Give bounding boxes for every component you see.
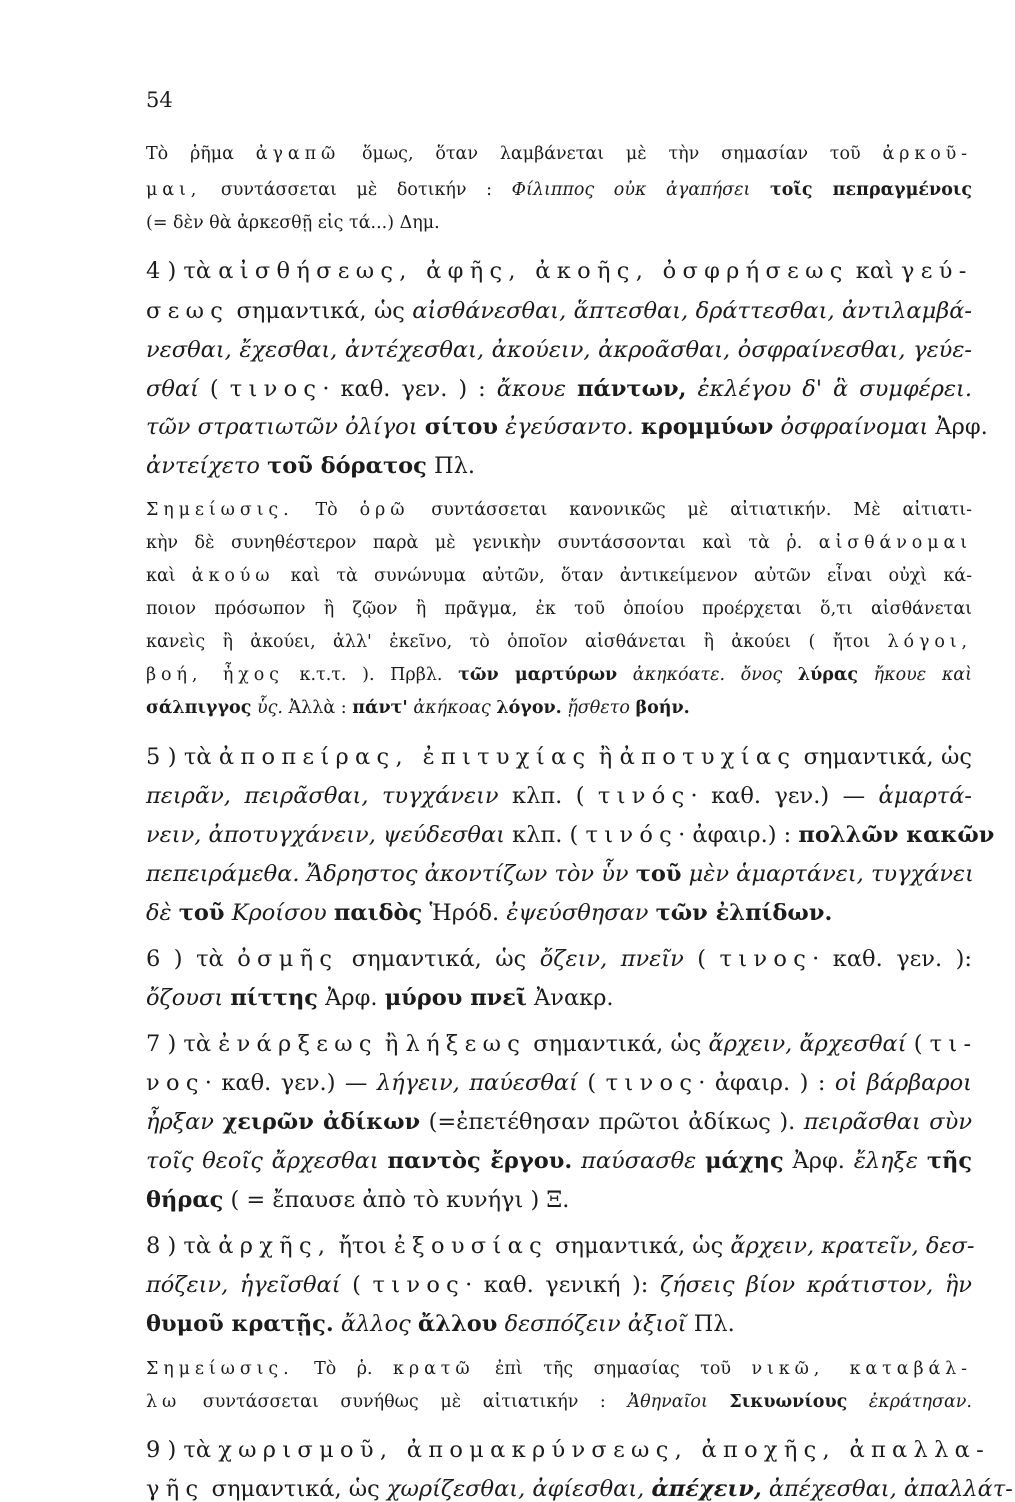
text-segment [572, 1148, 581, 1174]
text-segment [773, 414, 780, 440]
text-segment [411, 1311, 418, 1337]
text-segment: ἐκλέγου δ' ἃ συμφέρει. [697, 376, 972, 402]
text-segment: ἔληξε [853, 1148, 918, 1174]
text-segment: μὲν ἁμαρτάνει, τυγχάνει [688, 861, 974, 887]
text-segment: κλπ. ( [504, 822, 586, 848]
text-segment: τοῦ [178, 900, 225, 926]
text-segment: ποιον πρόσωπον ἢ ζῷον ἢ πρᾶγμα, ἐκ τοῦ ὁποίου προέρχεται ὅ,τι αἰσθάνεται [146, 599, 972, 619]
text-segment: μάχης [705, 1148, 784, 1174]
text-line [146, 1070, 972, 1096]
page-number: 54 [146, 88, 173, 112]
text-line [146, 180, 972, 200]
text-line [146, 566, 972, 586]
text-segment: γεύ- [901, 258, 973, 284]
text-segment: 4 ) τὰ [146, 258, 219, 284]
text-segment [708, 1392, 730, 1412]
text-line [146, 985, 972, 1011]
text-segment: ἀποπείρας, ἐπιτυχίας [218, 744, 592, 770]
text-line [146, 1109, 972, 1135]
text-segment: Ἀρφ. [783, 1148, 854, 1174]
text-segment: ἄρχειν, κρατεῖν, δεσ- [730, 1233, 975, 1259]
text-segment: ( [340, 1272, 373, 1298]
text-segment: θήρας [146, 1187, 224, 1213]
text-segment: νος [146, 1070, 205, 1096]
text-segment: πίττης [230, 985, 319, 1011]
text-segment: · καθ. γεν.) — [204, 1070, 377, 1096]
text-segment [682, 861, 689, 887]
text-segment [696, 1148, 705, 1174]
text-segment: ἤτοι [331, 1233, 394, 1259]
text-segment: ἐπὶ τῆς σημασίας τοῦ [474, 1359, 752, 1379]
text-segment [327, 900, 334, 926]
text-segment: πάντ' [352, 698, 408, 718]
text-segment: Ἀρφ. [318, 985, 385, 1011]
text-segment: ( [198, 376, 230, 402]
text-segment: σημαντικά, ὡς [526, 1031, 709, 1057]
text-line [146, 337, 972, 363]
text-segment: ᾔσθετο [567, 698, 630, 718]
text-segment: τινός [597, 783, 691, 809]
text-segment: ζήσεις βίον κράτιστον, ἣν [659, 1272, 972, 1298]
text-segment: ὄνος [740, 665, 783, 685]
text-segment: ἄλλος [340, 1311, 411, 1337]
text-segment: τινος [229, 376, 323, 402]
text-segment: ὄζουσι [146, 985, 224, 1011]
text-segment: σημαντικά, ὡς [229, 298, 413, 324]
text-segment [725, 665, 741, 685]
text-segment: Τὸ ῥῆμα [146, 144, 256, 164]
text-segment: ἐκράτησαν. [868, 1392, 972, 1412]
text-segment: τοῖς πεπραγμένοις [769, 180, 972, 200]
text-segment: τῶν στρατιωτῶν ὀλίγοι [146, 414, 418, 440]
text-line [146, 376, 972, 402]
text-segment: ἄκουε [496, 376, 567, 402]
text-segment: σίτου [424, 414, 498, 440]
text-line [146, 1233, 975, 1259]
text-segment: ἄλλου [417, 1311, 498, 1337]
text-segment: τοῦ [635, 861, 682, 887]
text-segment [225, 900, 232, 926]
text-segment: τῆς [926, 1148, 973, 1174]
text-segment: Ἡρόδ. [422, 900, 507, 926]
text-segment [634, 414, 641, 440]
text-line [146, 744, 972, 770]
text-segment: λόγον. [496, 698, 562, 718]
text-segment: ἀκούω [191, 566, 275, 586]
text-segment: ὄζειν, πνεῖν [539, 946, 684, 972]
text-segment: καὶ [146, 566, 192, 586]
text-segment: (= δὲν θὰ ἀρκεσθῇ εἰς τά...) Δημ. [146, 213, 440, 233]
text-segment: κανεὶς ἢ ἀκούει, ἀλλ' ἐκεῖνο, τὸ ὁποῖον αἰσθάνεται ἢ ἀκούει ( ἤτοι [146, 632, 888, 652]
text-segment: Ἀθηναῖοι [627, 1392, 708, 1412]
text-segment: γῆς [146, 1476, 205, 1502]
text-segment: ἀκηκόατε. [632, 665, 726, 685]
text-segment: Σημείωσις. [146, 500, 294, 520]
text-line [146, 632, 972, 652]
text-segment: λήγειν, παύεσθαί [376, 1070, 578, 1096]
text-segment: · καθ. γεν. ): [812, 946, 972, 972]
text-segment: τῶν μαρτύρων [458, 665, 618, 685]
text-segment: 9 ) τὰ [146, 1437, 219, 1463]
text-segment: κρομμύων [640, 414, 774, 440]
text-segment: ἢ [377, 1031, 406, 1057]
text-line [146, 533, 972, 553]
text-segment: ἀγαπῶ [255, 144, 341, 164]
text-line [146, 500, 972, 520]
text-segment: κλπ. ( [498, 783, 598, 809]
text-segment: 8 ) τὰ [146, 1233, 219, 1259]
text-segment: Ἀλλὰ : [282, 698, 353, 718]
text-segment [847, 1392, 869, 1412]
text-segment: λόγοι, [887, 632, 972, 652]
text-line [146, 144, 972, 164]
text-segment: 7 ) τὰ [146, 1031, 219, 1057]
text-segment: ἐνάρξεως [218, 1031, 378, 1057]
text-segment: πειρᾶσθαι σὺν [803, 1109, 972, 1135]
text-line [146, 698, 972, 718]
text-segment [566, 376, 577, 402]
text-segment: ( [906, 1031, 930, 1057]
text-line [146, 946, 972, 972]
text-segment: ἤκουε καὶ [873, 665, 972, 685]
text-segment: (=ἐπετέθησαν πρῶτοι ἀδίκως ). [420, 1109, 804, 1135]
text-segment: ἀντείχετο [146, 453, 260, 479]
text-segment: σθαί [146, 376, 199, 402]
text-segment: ὀσμῆς [237, 946, 339, 972]
text-segment: πεπειράμεθα. Ἄδρηστος ἀκοντίζων τὸν ὗν [146, 861, 629, 887]
text-line [146, 414, 988, 440]
text-line [146, 900, 972, 926]
text-segment: ὅμως, ὅταν λαμβάνεται μὲ τὴν σημασίαν τοῦ [340, 144, 883, 164]
text-segment: χωρισμοῦ, ἀπομακρύνσεως, ἀποχῆς, ἀπαλλα- [218, 1437, 991, 1463]
text-segment: · καθ. γενική ): [465, 1272, 660, 1298]
text-segment: ἀρκοῦ- [882, 144, 972, 164]
text-segment: χειρῶν ἀδίκων [222, 1109, 421, 1135]
text-segment: ἀποτυχίας [619, 744, 797, 770]
text-segment: · καθ. γεν. ) : [322, 376, 497, 402]
text-segment: ἀκήκοας [413, 698, 491, 718]
text-segment: Ἀνακρ. [526, 985, 614, 1011]
text-segment: πόζειν, ἡγεῖσθαί [146, 1272, 341, 1298]
text-segment: 5 ) τὰ [146, 744, 219, 770]
text-segment: σημαντικά, ὡς [547, 1233, 731, 1259]
text-segment [750, 180, 770, 200]
text-line [146, 665, 972, 685]
text-segment [686, 376, 697, 402]
text-segment: δεσπόζειν ἀξιοῖ [504, 1311, 687, 1337]
text-segment [172, 900, 179, 926]
text-segment: Ἀρφ. [928, 414, 988, 440]
text-segment: τινός [585, 822, 679, 848]
text-line [146, 1437, 991, 1463]
text-segment: βοή, ἦχος [146, 665, 284, 685]
text-segment: δὲ [146, 900, 172, 926]
text-segment: λω [146, 1392, 182, 1412]
text-line [146, 213, 972, 233]
text-segment: συντάσσεται συνήθως μὲ αἰτιατικήν : [181, 1392, 628, 1412]
text-segment: σάλπιγγος [146, 698, 252, 718]
text-line [146, 453, 972, 479]
text-segment: παιδὸς [333, 900, 423, 926]
text-segment [418, 414, 425, 440]
text-segment [918, 1148, 927, 1174]
text-segment: νειν, ἀποτυγχάνειν, ψεύδεσθαι [146, 822, 505, 848]
text-segment: ἦρξαν [146, 1109, 214, 1135]
text-line [146, 1148, 972, 1174]
text-segment: θυμοῦ κρατῇς. [146, 1311, 334, 1337]
text-segment: συντάσσεται μὲ δοτικήν : [201, 180, 512, 200]
text-segment: οἱ βάρβαροι [834, 1070, 972, 1096]
text-segment: · καθ. γεν.) — [690, 783, 879, 809]
text-segment: ἢ [591, 744, 620, 770]
text-segment: καὶ [848, 258, 902, 284]
text-segment: τινος [605, 1070, 699, 1096]
text-segment: ὁρῶ [359, 500, 410, 520]
text-line [146, 1031, 978, 1057]
text-segment: τῶν ἐλπίδων. [655, 900, 833, 926]
text-segment: πάντων, [577, 376, 687, 402]
text-segment [782, 665, 798, 685]
text-segment: τινος [719, 946, 813, 972]
text-segment: μύρου πνεῖ [384, 985, 527, 1011]
text-segment: παντὸς ἔργου. [387, 1148, 573, 1174]
text-segment: πειρᾶν, πειρᾶσθαι, τυγχάνειν [146, 783, 499, 809]
text-segment: Κροίσου [231, 900, 327, 926]
text-line [146, 1476, 1013, 1502]
text-segment [379, 1148, 388, 1174]
text-segment: κρατῶ [393, 1359, 475, 1379]
text-segment: καὶ τὰ συνώνυμα αὐτῶν, ὅταν ἀντικείμενον αὐτῶν εἶναι οὐχὶ κά- [274, 566, 972, 586]
text-segment [762, 1476, 769, 1502]
text-segment: νεσθαι, ἔχεσθαι, ἀντέχεσθαι, ἀκούειν, ἀκροᾶσθαι, ὀσφραίνεσθαι, γεύε- [146, 337, 972, 363]
text-segment: σημαντικά, ὡς [796, 744, 972, 770]
text-segment: τοῦ δόρατος [267, 453, 427, 479]
text-segment [617, 665, 633, 685]
text-segment: πολλῶν κακῶν [798, 822, 995, 848]
text-segment: ἐξουσίας [393, 1233, 548, 1259]
text-segment: τι- [929, 1031, 978, 1057]
text-segment [648, 900, 655, 926]
text-line [146, 1272, 972, 1298]
text-segment: χωρίζεσθαι, ἀφίεσθαι, [386, 1476, 645, 1502]
text-segment [629, 861, 636, 887]
text-line [146, 599, 972, 619]
text-segment [858, 665, 874, 685]
text-segment: ἐγεύσαντο. [505, 414, 634, 440]
text-line [146, 861, 972, 887]
text-segment: ἀπέχεσθαι, ἀπαλλάτ- [768, 1476, 1013, 1502]
text-segment [260, 453, 267, 479]
text-segment [334, 1311, 341, 1337]
text-segment: παύσασθε [581, 1148, 697, 1174]
text-segment: ( [577, 1070, 606, 1096]
text-segment: σημαντικά, ὡς [204, 1476, 387, 1502]
text-line [146, 822, 995, 848]
text-segment: αἰσθήσεως, ἀφῆς, ἀκοῆς, ὀσφρήσεως [218, 258, 849, 284]
text-segment: λύρας [797, 665, 859, 685]
text-segment: σημαντικά, ὡς [338, 946, 540, 972]
text-line [146, 298, 972, 324]
text-segment: κ.τ.τ. ). Πρβλ. [283, 665, 459, 685]
text-segment: Τὸ [293, 500, 360, 520]
text-segment: · ἀφαιρ.) : [678, 822, 799, 848]
text-segment: Φίλιππος οὐκ ἀγαπήσει [511, 180, 751, 200]
text-segment: ἀρχῆς, [218, 1233, 332, 1259]
text-segment: βοήν. [635, 698, 690, 718]
text-segment: κὴν δὲ συνηθέστερον παρὰ μὲ γενικὴν συντάσσονται καὶ τὰ ῥ. [146, 533, 819, 553]
text-line [146, 1187, 972, 1213]
text-segment: Σικυωνίους [729, 1392, 848, 1412]
text-line [146, 1311, 972, 1337]
text-segment: Πλ. [426, 453, 475, 479]
text-line [146, 1359, 972, 1379]
text-segment: 6 ) τὰ [146, 946, 238, 972]
text-segment: Πλ. [686, 1311, 735, 1337]
text-segment: ὗς. [256, 698, 283, 718]
text-segment: ἁμαρτά- [878, 783, 972, 809]
text-segment: ἀπέχειν, [651, 1476, 762, 1502]
text-segment: νικῶ, καταβάλ- [751, 1359, 972, 1379]
text-segment: τινος [372, 1272, 466, 1298]
text-segment: ἐψεύσθησαν [506, 900, 649, 926]
text-segment: αἰσθάνομαι [818, 533, 972, 553]
text-segment: Σημείωσις. [146, 1359, 294, 1379]
text-segment: συντάσσεται κανονικῶς μὲ αἰτιατικήν. Μὲ αἰτιατι- [409, 500, 972, 520]
text-segment: σεως [146, 298, 230, 324]
text-segment: ( = ἔπαυσε ἀπὸ τὸ κυνήγι ) Ξ. [223, 1187, 570, 1213]
text-segment: ἄρχειν, ἄρχεσθαί [708, 1031, 907, 1057]
text-segment: ( [683, 946, 720, 972]
text-segment: τοῖς θεοῖς ἄρχεσθαι [146, 1148, 379, 1174]
text-line [146, 258, 972, 284]
text-segment: · ἀφαιρ. ) : [698, 1070, 835, 1096]
text-segment [497, 1311, 504, 1337]
text-line [146, 1392, 972, 1412]
text-segment: Τὸ ῥ. [293, 1359, 394, 1379]
text-segment: ὀσφραίνομαι [780, 414, 929, 440]
text-segment: αἰσθάνεσθαι, ἅπτεσθαι, δράττεσθαι, ἀντιλαμβά- [412, 298, 972, 324]
text-segment: μαι, [146, 180, 202, 200]
text-line [146, 783, 972, 809]
text-segment: λήξεως [405, 1031, 527, 1057]
